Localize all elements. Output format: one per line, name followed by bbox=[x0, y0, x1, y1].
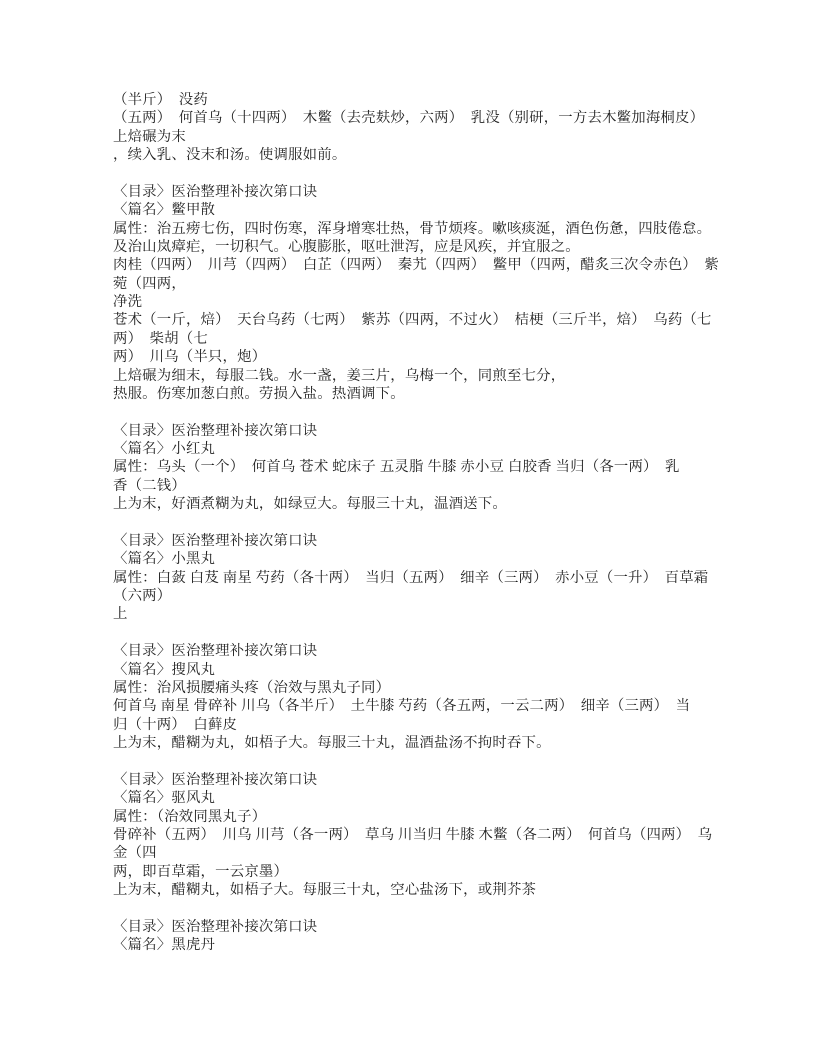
text-line: 〈篇名〉搜风丸 bbox=[113, 661, 216, 678]
text-line: 香（二钱） bbox=[113, 477, 186, 494]
text-line: 两，即百草霜，一云京墨） bbox=[113, 863, 289, 880]
text-line: 菀（四两， bbox=[113, 275, 186, 292]
section-bie-jia-san bbox=[113, 183, 719, 404]
text-line: 金（四 bbox=[113, 845, 157, 862]
text-line: 〈篇名〉小黑丸 bbox=[113, 551, 216, 568]
text-line: 〈目录〉医治整理补接次第口诀 bbox=[113, 771, 318, 788]
text-line: 两） 柴胡（七 bbox=[113, 330, 208, 347]
text-line: 上为末，醋糊为丸，如梧子大。每服三十丸，温酒盐汤不拘时吞下。 bbox=[113, 735, 551, 752]
section-fragment-continuation bbox=[113, 91, 706, 165]
text-line: 热服。伤寒加葱白煎。劳损入盐。热酒调下。 bbox=[113, 385, 405, 402]
text-line: 上为末，好酒煮糊为丸，如绿豆大。每服三十丸，温酒送下。 bbox=[113, 496, 507, 513]
text-line: 〈篇名〉小红丸 bbox=[113, 441, 216, 458]
text-line: 上为末，醋糊丸，如梧子大。每服三十丸，空心盐汤下，或荆芥茶 bbox=[113, 882, 537, 899]
text-line: 〈篇名〉黑虎丹 bbox=[113, 937, 216, 954]
text-line: 属性：治风损腰痛头疼（治效与黑丸子同） bbox=[113, 679, 391, 696]
text-line: 两） 川乌（半只，炮） bbox=[113, 349, 267, 366]
text-line: 归（十两） 白藓皮 bbox=[113, 716, 238, 733]
text-line: 属性：白蔹 白芨 南星 芍药（各十两） 当归（五两） 细辛（三两） 赤小豆（一升） 百草霜 bbox=[113, 569, 709, 586]
text-line: 骨碎补（五两） 川乌 川芎（各一两） 草乌 川当归 牛膝 木鳖（各二两） 何首乌（四两） 乌 bbox=[113, 826, 713, 843]
section-qu-feng-wan bbox=[113, 771, 713, 900]
text-line: 〈篇名〉驱风丸 bbox=[113, 790, 216, 807]
text-line: 〈目录〉医治整理补接次第口诀 bbox=[113, 422, 318, 439]
text-line: 及治山岚瘴疟，一切积气。心腹膨胀，呕吐泄泻，应是风疾，并宜服之。 bbox=[113, 238, 580, 255]
section-xiao-hong-wan bbox=[113, 422, 706, 514]
section-hei-hu-dan bbox=[113, 918, 706, 955]
text-line: ，续入乳、没末和汤。使调服如前。 bbox=[113, 147, 347, 164]
text-line: 〈目录〉医治整理补接次第口诀 bbox=[113, 183, 318, 200]
text-line: 〈篇名〉鳖甲散 bbox=[113, 202, 216, 219]
text-line: 苍术（一斤，焙） 天台乌药（七两） 紫苏（四两，不过火） 桔梗（三斤半，焙） 乌药（七 bbox=[113, 312, 712, 329]
text-line: 〈目录〉医治整理补接次第口诀 bbox=[113, 532, 318, 549]
text-line: 上焙碾为细末，每服二钱。水一盏，姜三片，乌梅一个，同煎至七分， bbox=[113, 367, 566, 384]
section-xiao-hei-wan bbox=[113, 532, 709, 624]
text-line: 〈目录〉医治整理补接次第口诀 bbox=[113, 918, 318, 935]
section-sou-feng-wan bbox=[113, 642, 706, 752]
text-line: 肉桂（四两） 川芎（四两） 白芷（四两） 秦艽（四两） 鳖甲（四两，醋炙三次令赤色） 紫 bbox=[113, 257, 719, 274]
text-line: 〈目录〉医治整理补接次第口诀 bbox=[113, 643, 318, 660]
text-line: 上焙碾为末 bbox=[113, 128, 186, 145]
text-line: 净洗 bbox=[113, 294, 143, 311]
text-line: 属性：（治效同黑丸子） bbox=[113, 808, 267, 825]
text-line: 何首乌 南星 骨碎补 川乌（各半斤） 土牛膝 芍药（各五两，一云二两） 细辛（三两） 当 bbox=[113, 698, 691, 715]
text-line: 上 bbox=[113, 606, 128, 623]
text-line: （五两） 何首乌（十四两） 木鳖（去壳麸炒，六两） 乳没（别研，一方去木鳖加海桐皮） bbox=[113, 110, 705, 127]
text-line: 属性：乌头（一个） 何首乌 苍术 蛇床子 五灵脂 牛膝 赤小豆 白胶香 当归（各一两） 乳 bbox=[113, 459, 680, 476]
text-line: （六两） bbox=[113, 588, 172, 605]
text-line: 属性：治五痨七伤，四时伤寒，浑身增寒壮热，骨节烦疼。嗽咳痰涎，酒色伤惫，四肢倦怠。 bbox=[113, 220, 712, 237]
text-line: （半斤） 没药 bbox=[113, 92, 208, 108]
